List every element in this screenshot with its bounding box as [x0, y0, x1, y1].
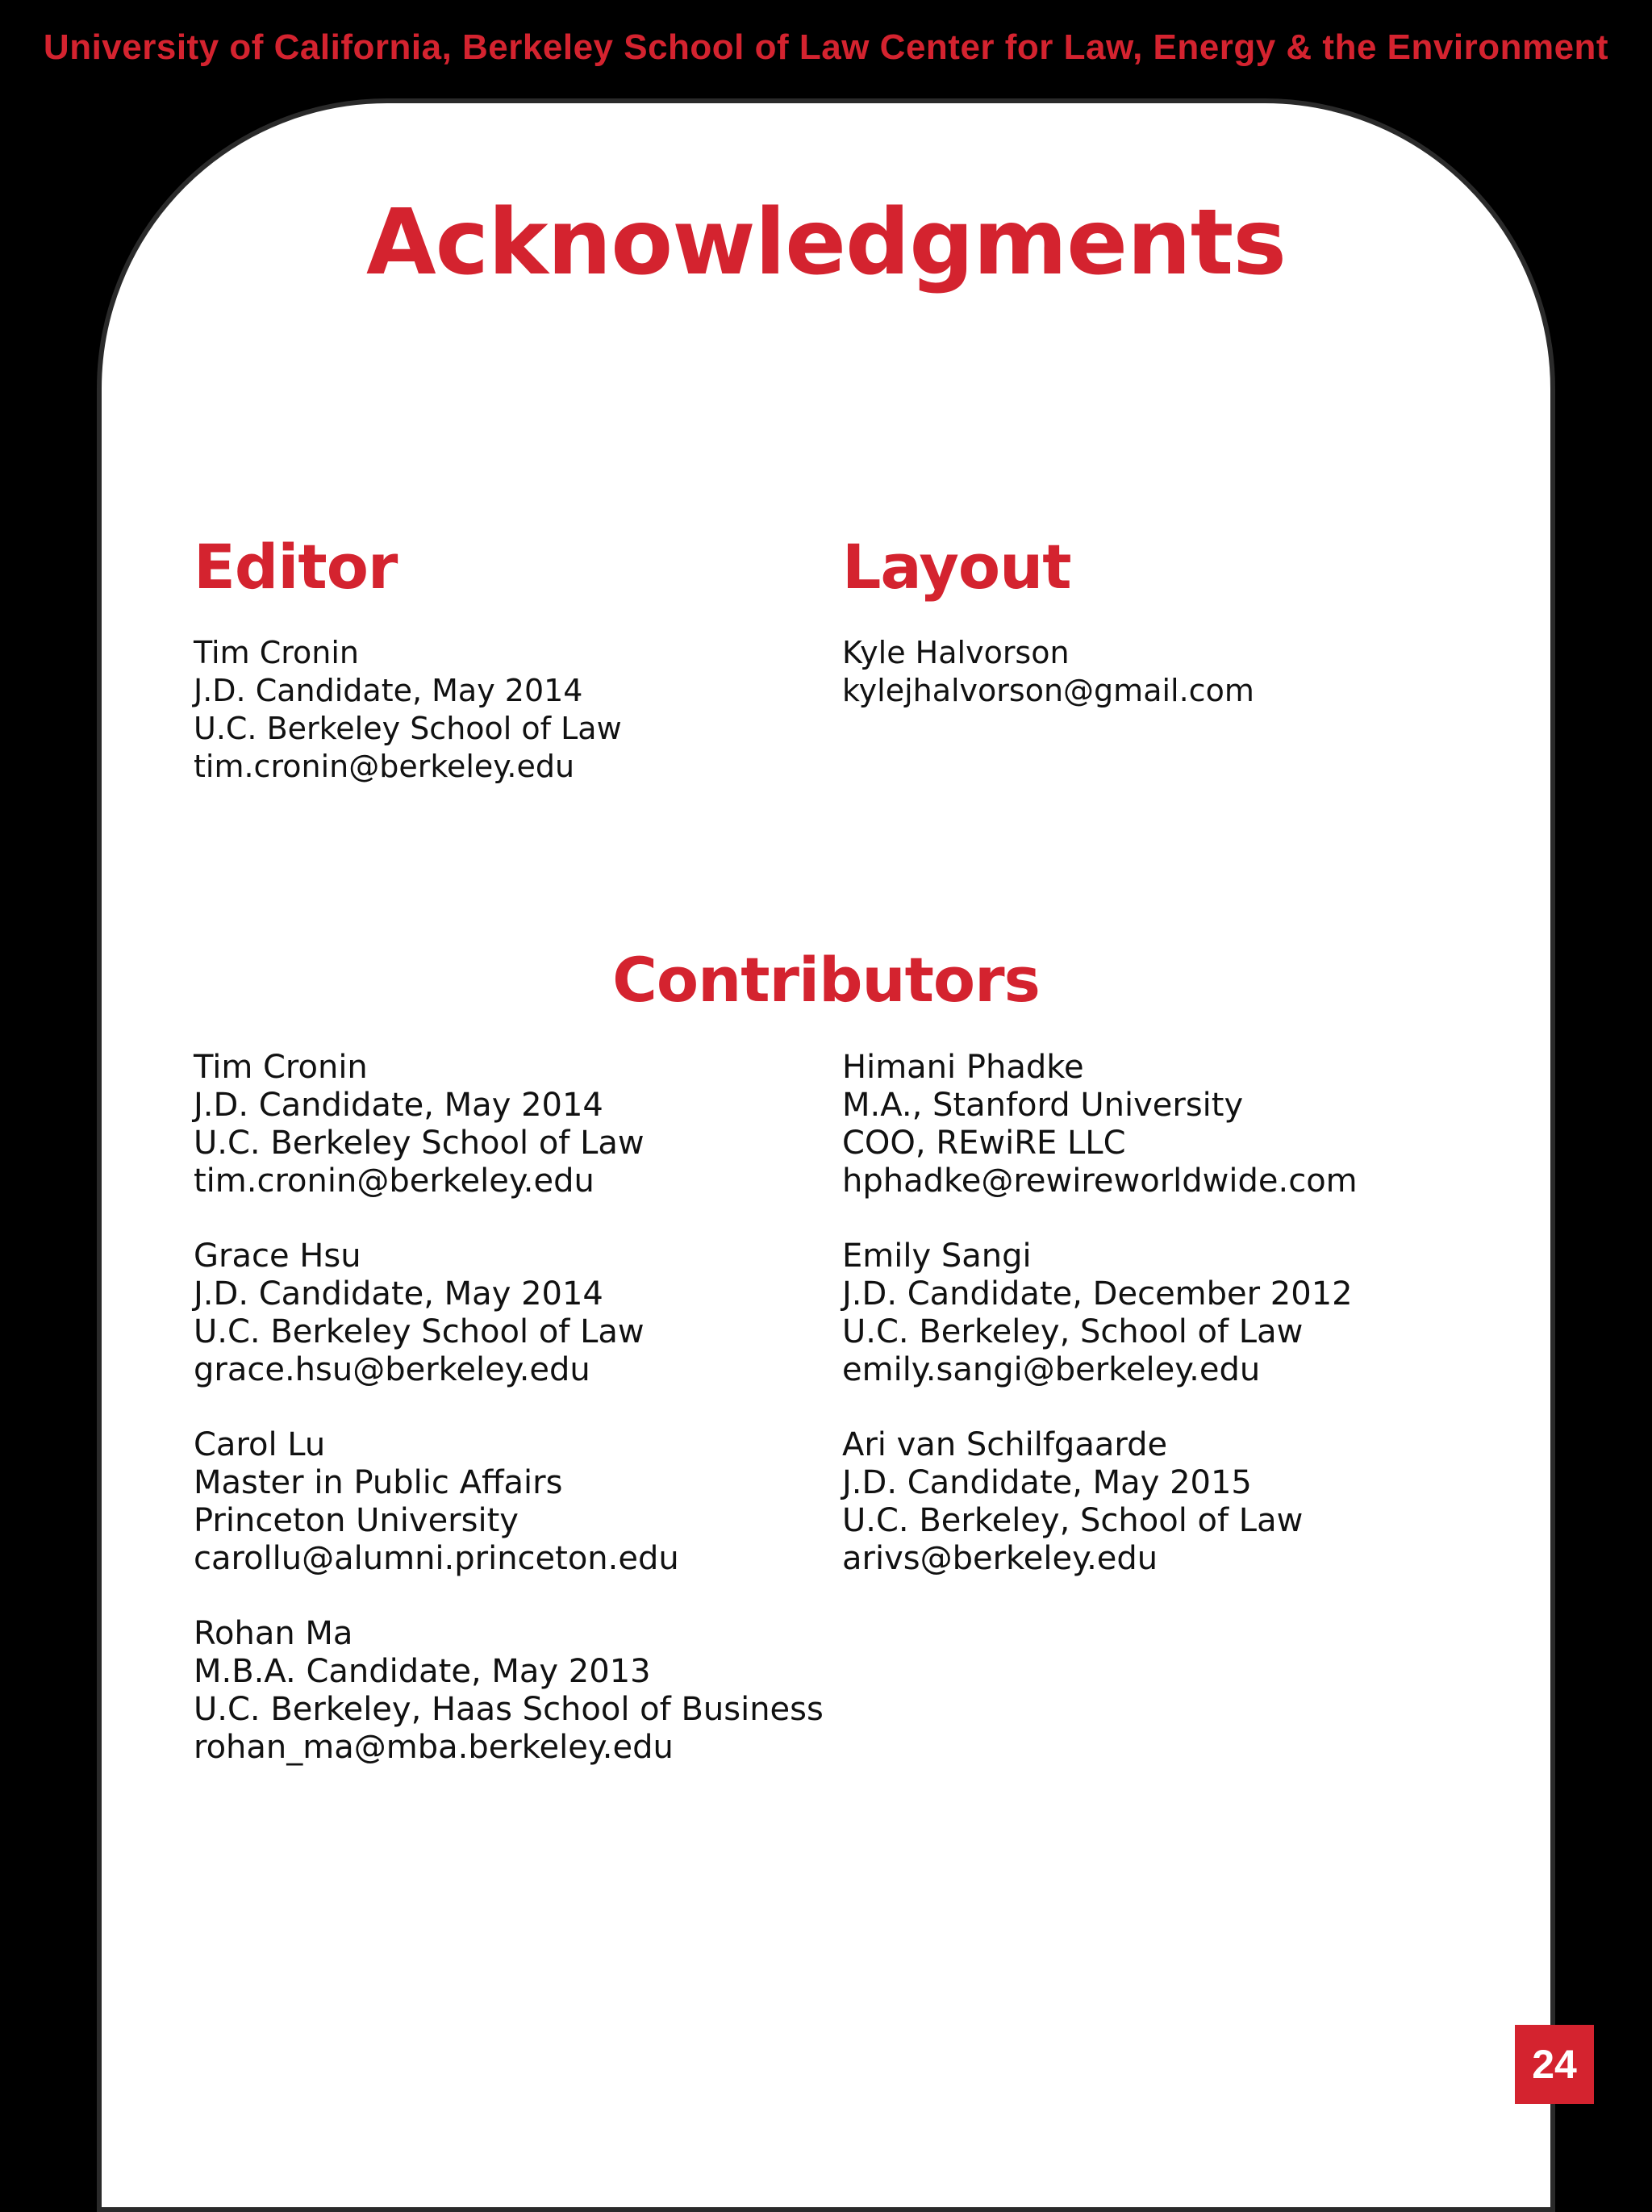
contributor-entry	[842, 1426, 1358, 1578]
contributor-email: hphadke@rewireworldwide.com	[842, 1162, 1358, 1200]
contributor-detail: J.D. Candidate, May 2014	[194, 1087, 603, 1124]
contributor-email: rohan_ma@mba.berkeley.edu	[194, 1729, 674, 1766]
contributor-name: Himani Phadke	[842, 1049, 1084, 1086]
editor-block	[194, 634, 622, 786]
contributor-email: carollu@alumni.princeton.edu	[194, 1540, 679, 1577]
contributor-name: Emily Sangi	[842, 1237, 1032, 1275]
contributor-email: arivs@berkeley.edu	[842, 1540, 1158, 1577]
contributor-name: Grace Hsu	[194, 1237, 361, 1275]
editor-degree: J.D. Candidate, May 2014	[194, 673, 583, 708]
contributors-heading: Contributors	[612, 944, 1040, 1016]
editor-name: Tim Cronin	[194, 635, 359, 670]
contributor-detail: M.A., Stanford University	[842, 1087, 1244, 1124]
contributor-detail: U.C. Berkeley School of Law	[194, 1313, 645, 1350]
contributor-entry	[194, 1615, 824, 1767]
contributor-name: Ari van Schilfgaarde	[842, 1426, 1168, 1463]
contributor-detail: J.D. Candidate, December 2012	[842, 1275, 1353, 1313]
contributor-email: tim.cronin@berkeley.edu	[194, 1162, 594, 1200]
contributor-detail: M.B.A. Candidate, May 2013	[194, 1653, 651, 1690]
contributor-detail: J.D. Candidate, May 2014	[194, 1275, 603, 1313]
contributor-email: grace.hsu@berkeley.edu	[194, 1351, 590, 1388]
layout-email: kylejhalvorson@gmail.com	[842, 673, 1254, 708]
contributor-name: Carol Lu	[194, 1426, 326, 1463]
contributor-detail: U.C. Berkeley, School of Law	[842, 1313, 1304, 1350]
page-title: Acknowledgments	[366, 190, 1286, 295]
editor-heading: Editor	[194, 531, 398, 603]
contributor-detail: COO, REwiRE LLC	[842, 1125, 1126, 1162]
layout-block	[842, 634, 1254, 710]
contributor-entry	[842, 1049, 1358, 1200]
contributor-detail: J.D. Candidate, May 2015	[842, 1464, 1252, 1501]
contributors-right-column	[842, 1049, 1358, 1615]
contributor-detail: U.C. Berkeley School of Law	[194, 1125, 645, 1162]
layout-name: Kyle Halvorson	[842, 635, 1070, 670]
contributor-detail: U.C. Berkeley, School of Law	[842, 1502, 1304, 1539]
contributor-entry	[194, 1426, 824, 1578]
layout-heading: Layout	[842, 531, 1071, 603]
contributor-detail: U.C. Berkeley, Haas School of Business	[194, 1691, 824, 1728]
page-number-badge: 24	[1515, 2025, 1594, 2104]
contributor-entry	[194, 1049, 824, 1200]
editor-email: tim.cronin@berkeley.edu	[194, 749, 575, 784]
contributor-name: Rohan Ma	[194, 1615, 353, 1652]
contributor-detail: Master in Public Affairs	[194, 1464, 563, 1501]
contributor-entry	[842, 1237, 1358, 1389]
editor-school: U.C. Berkeley School of Law	[194, 711, 622, 746]
contributor-entry	[194, 1237, 824, 1389]
contributors-left-column	[194, 1049, 824, 1804]
contributor-email: emily.sangi@berkeley.edu	[842, 1351, 1261, 1388]
contributor-detail: Princeton University	[194, 1502, 519, 1539]
header-title: University of California, Berkeley School of Law Center for Law, Energy & the Environment	[43, 27, 1609, 67]
contributor-name: Tim Cronin	[194, 1049, 368, 1086]
